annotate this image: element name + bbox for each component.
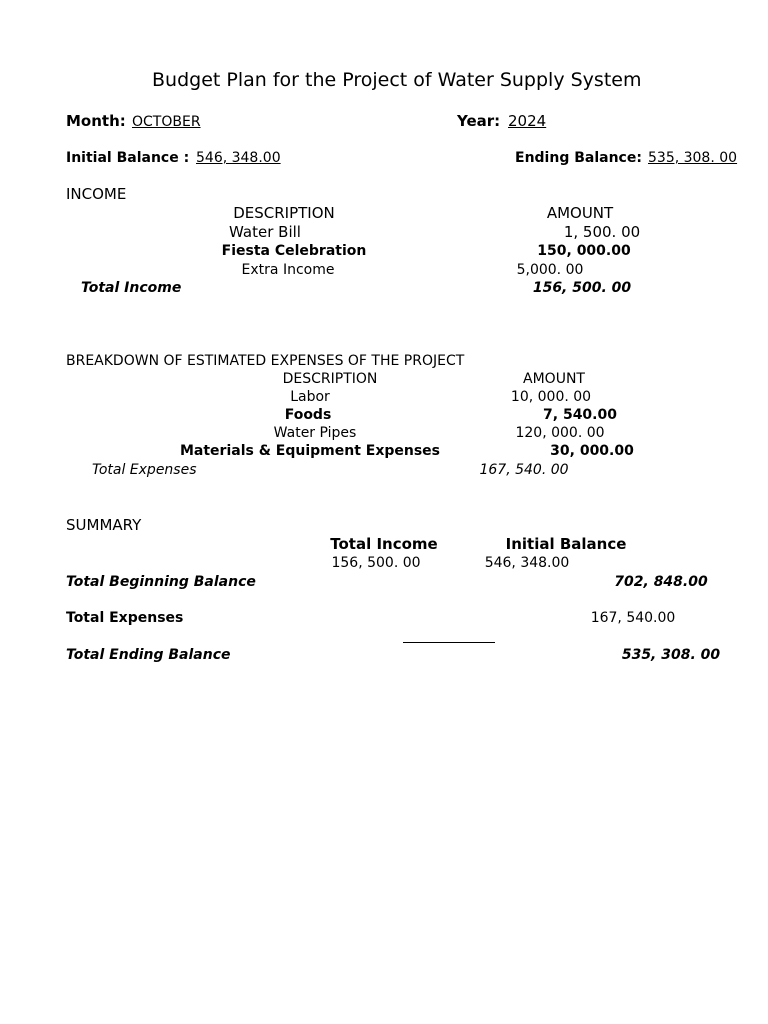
initial-balance-label: Initial Balance :	[66, 150, 190, 166]
income-row-amount: 1, 500. 00	[563, 223, 641, 241]
month-value: OCTOBER	[132, 114, 201, 130]
ending-balance-total-value: 535, 308. 00	[621, 647, 721, 663]
expenses-section-label: BREAKDOWN OF ESTIMATED EXPENSES OF THE PROJECT	[66, 353, 465, 369]
expenses-col-description: DESCRIPTION	[282, 371, 378, 387]
summary-initial-balance-value: 546, 348.00	[484, 555, 570, 571]
income-row-description: Water Bill	[229, 223, 301, 241]
income-row-amount: 5,000. 00	[516, 262, 584, 278]
expenses-row-amount: 120, 000. 00	[515, 425, 605, 441]
expenses-total-label: Total Expenses	[92, 462, 197, 478]
summary-col-initial-balance: Initial Balance	[505, 535, 627, 553]
ending-balance-value: 535, 308. 00	[648, 150, 738, 166]
ending-balance-total-label: Total Ending Balance	[66, 647, 231, 663]
income-row-description: Fiesta Celebration	[221, 243, 367, 259]
year-label: Year:	[457, 112, 501, 130]
summary-section-label: SUMMARY	[66, 516, 142, 534]
expenses-row-amount: 10, 000. 00	[510, 389, 592, 405]
initial-balance-value: 546, 348.00	[196, 150, 281, 166]
income-row-amount: 150, 000.00	[537, 243, 631, 259]
expenses-row-amount: 30, 000.00	[550, 443, 634, 459]
expenses-row-description: Foods	[284, 407, 332, 423]
summary-col-total-income: Total Income	[330, 535, 438, 553]
ending-balance-label: Ending Balance:	[515, 150, 642, 166]
summary-total-income-value: 156, 500. 00	[331, 555, 421, 571]
sum-divider	[403, 642, 495, 643]
income-section-label: INCOME	[66, 185, 127, 203]
income-col-amount: AMOUNT	[546, 204, 614, 222]
beginning-balance-value: 702, 848.00	[614, 574, 708, 590]
expenses-row-description: Water Pipes	[273, 425, 357, 441]
expenses-total-value: 167, 540. 00	[479, 462, 569, 478]
expenses-row-amount: 7, 540.00	[543, 407, 617, 423]
income-row-description: Extra Income	[241, 262, 335, 278]
summary-total-expenses-label: Total Expenses	[66, 610, 184, 626]
page-title: Budget Plan for the Project of Water Supply System	[152, 69, 642, 91]
expenses-col-amount: AMOUNT	[523, 371, 585, 387]
summary-total-expenses-value: 167, 540.00	[590, 610, 676, 626]
income-total-value: 156, 500. 00	[532, 280, 632, 296]
income-total-label: Total Income	[81, 280, 182, 296]
beginning-balance-label: Total Beginning Balance	[66, 574, 256, 590]
income-col-description: DESCRIPTION	[233, 204, 335, 222]
expenses-row-description: Materials & Equipment Expenses	[179, 443, 441, 459]
month-label: Month:	[66, 112, 126, 130]
year-value: 2024	[508, 112, 547, 130]
expenses-row-description: Labor	[290, 389, 330, 405]
